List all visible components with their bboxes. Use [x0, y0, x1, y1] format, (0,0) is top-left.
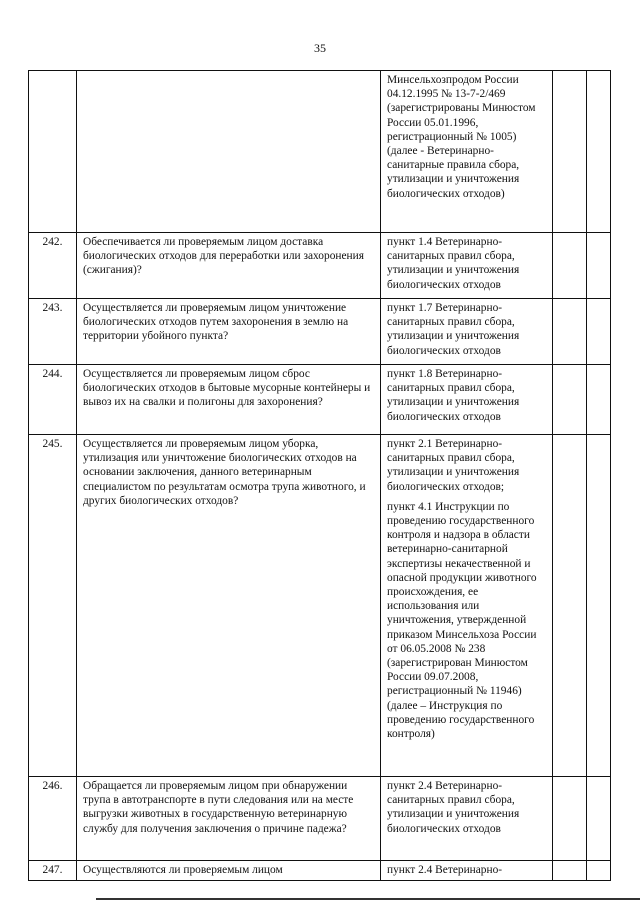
answer-cell [553, 233, 587, 299]
reference-cell [381, 861, 553, 881]
reference-text: пункт 1.4 Ветеринарно-санитарных правил сбора, утилизации и уничтожения биологических отходов [387, 236, 520, 291]
row-number: 244. [29, 365, 77, 435]
reference-text: пункт 2.4 Ветеринарно-санитарных правил сбора, утилизации и уничтожения биологических отходов [387, 780, 520, 835]
table-row [29, 861, 611, 881]
reference-text: пункт 1.7 Ветеринарно-санитарных правил сбора, утилизации и уничтожения биологических отходов [387, 302, 520, 357]
row-number: 246. [29, 777, 77, 861]
table-row [29, 777, 611, 861]
question-cell: Обеспечивается ли проверяемым лицом доставка биологических отходов для переработки или захоронения (сжигания)? [77, 233, 381, 299]
reference-text: пункт 2.4 Ветеринарно- [387, 864, 503, 876]
scan-edge-line [96, 898, 640, 900]
checklist-table [28, 70, 611, 881]
reference-cell [381, 435, 553, 777]
row-number [29, 71, 77, 233]
table-row [29, 365, 611, 435]
answer-cell [587, 435, 611, 777]
question-cell: Осуществляется ли проверяемым лицом уборка, утилизация или уничтожение биологических отходов на основании заключения, данного ветеринарным специалистом по результатам осмотра трупа животного, и других биологических отходов? [77, 435, 381, 777]
answer-cell [587, 365, 611, 435]
question-cell: Осуществляется ли проверяемым лицом уничтожение биологических отходов путем захоронения в землю на территории убойного пункта? [77, 299, 381, 365]
row-number: 243. [29, 299, 77, 365]
table-row [29, 299, 611, 365]
answer-cell [553, 777, 587, 861]
question-cell: Осуществляется ли проверяемым лицом сброс биологических отходов в бытовые мусорные контейнеры и вывоз их на свалки и полигоны для захоронения? [77, 365, 381, 435]
page-number: 35 [314, 41, 326, 55]
answer-cell [553, 299, 587, 365]
question-cell: Осуществляются ли проверяемым лицом [77, 861, 381, 881]
table-row [29, 233, 611, 299]
reference-cell [381, 777, 553, 861]
answer-cell [553, 435, 587, 777]
question-cell [77, 71, 381, 233]
answer-cell [553, 365, 587, 435]
answer-cell [587, 233, 611, 299]
reference-text: пункт 1.8 Ветеринарно-санитарных правил сбора, утилизации и уничтожения биологических отходов [387, 368, 520, 423]
reference-text: пункт 4.1 Инструкции по проведению государственного контроля и надзора в области ветеринарно-санитарной экспертизы некачественной и опасной продукции животного происхождения, ее использования или уничтожения, утвержденной приказом Минсельхоза России от 06.05.2008 № 238 (зарегистрирован Минюстом России 09.07.2008, регистрационный № 11946) (далее – Инструкция по проведению государственного контроля) [387, 500, 537, 741]
reference-cell [381, 299, 553, 365]
reference-cell [381, 71, 553, 233]
reference-cell [381, 233, 553, 299]
reference-cell [381, 365, 553, 435]
table-row [29, 71, 611, 233]
row-number: 245. [29, 435, 77, 777]
answer-cell [553, 861, 587, 881]
table-row [29, 435, 611, 777]
answer-cell [587, 71, 611, 233]
row-number: 242. [29, 233, 77, 299]
answer-cell [587, 861, 611, 881]
answer-cell [553, 71, 587, 233]
reference-text: пункт 2.1 Ветеринарно-санитарных правил сбора, утилизации и уничтожения биологических отходов; [387, 438, 520, 493]
row-number: 247. [29, 861, 77, 881]
answer-cell [587, 777, 611, 861]
question-cell: Обращается ли проверяемым лицом при обнаружении трупа в автотранспорте в пути следования или на месте выгрузки животных в государственную ветеринарную службу для получения заключения о причине падежа? [77, 777, 381, 861]
answer-cell [587, 299, 611, 365]
reference-text: Минсельхозпродом России 04.12.1995 № 13-7-2/469 (зарегистрированы Минюстом России 05.01.1996, регистрационный № 1005) (далее - Ветеринарно-санитарные правила сбора, утилизации и уничтожения биологических отходов) [387, 74, 536, 200]
